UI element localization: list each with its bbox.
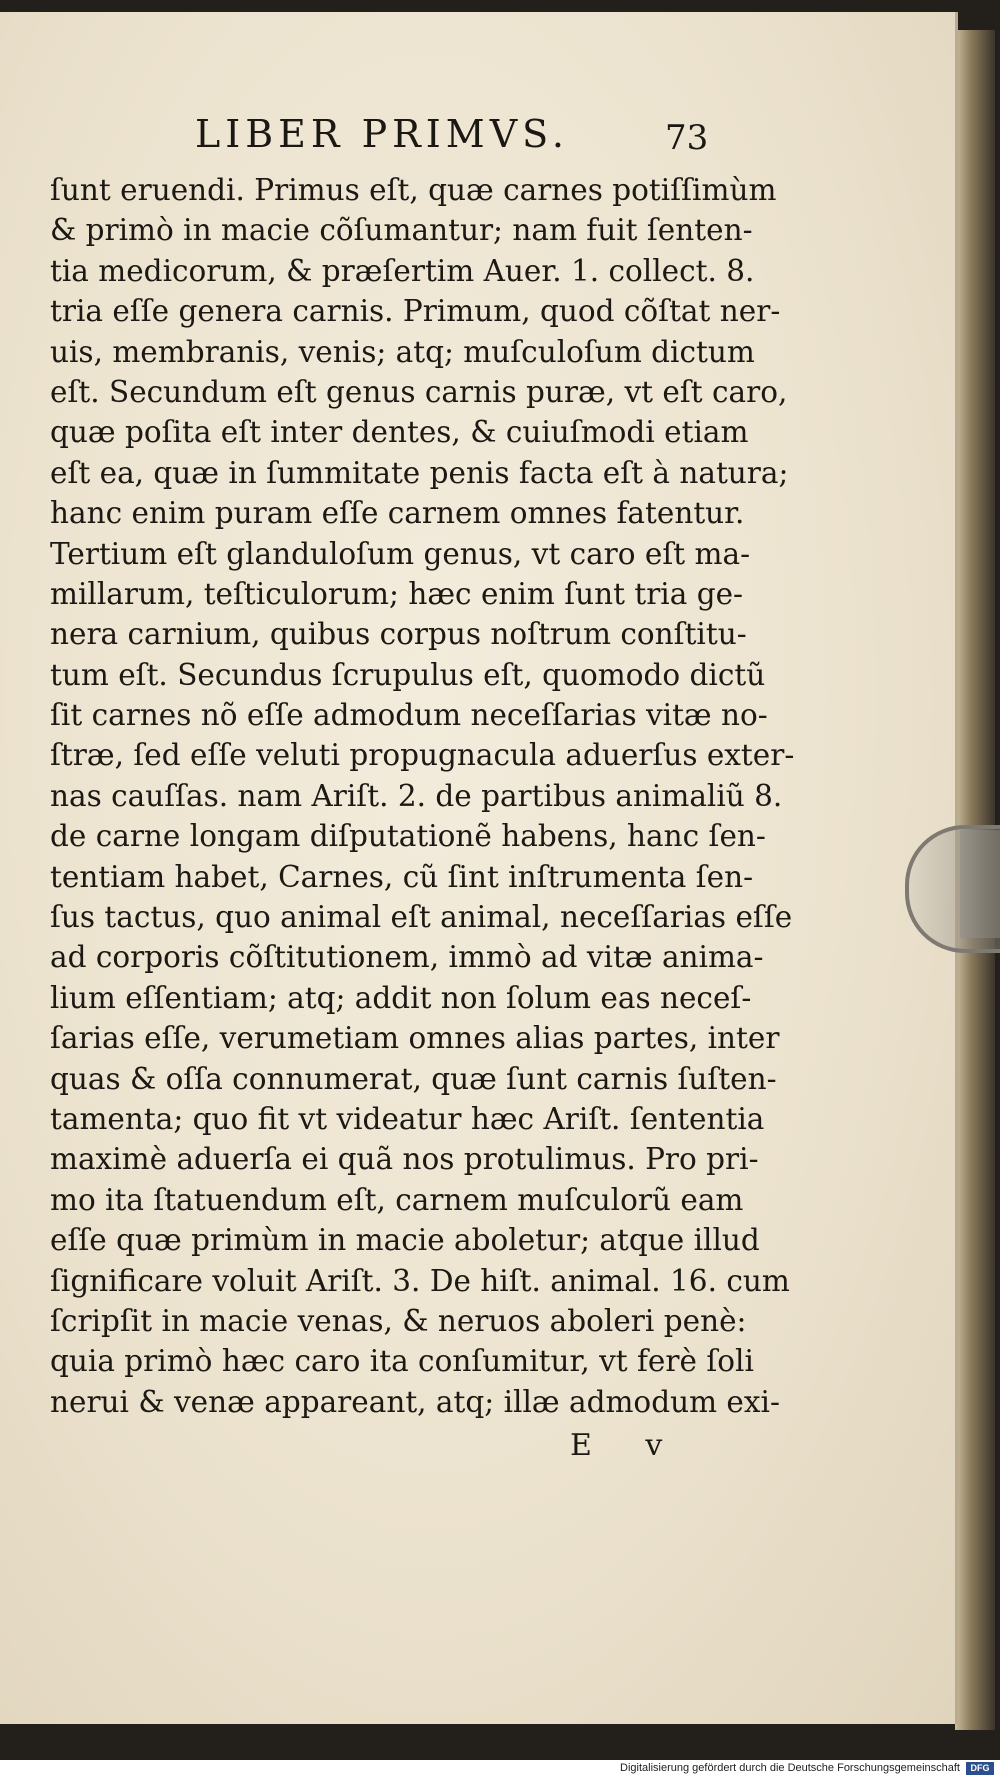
funding-credit: Digitalisierung gefördert durch die Deutsche Forschungsgemeinschaft [620, 1762, 960, 1774]
text-line: tentiam habet, Carnes, cũ ſint inſtrumenta ſen- [50, 859, 754, 894]
text-line: eſt. Secundum eſt genus carnis puræ, vt eſt caro, [50, 374, 788, 409]
text-line: tum eſt. Secundus ſcrupulus eſt, quomodo dictũ [50, 657, 766, 692]
text-line: tia medicorum, & præſertim Auer. 1. collect. 8. [50, 253, 755, 288]
text-line: maximè aduerſa ei quã nos protulimus. Pro pri- [50, 1142, 759, 1177]
text-line: ſcripſit in macie venas, & neruos aboleri penè: [50, 1303, 747, 1338]
text-line: de carne longam diſputationẽ habens, hanc ſen- [50, 819, 766, 854]
text-line: millarum, teſticulorum; hæc enim ſunt tria ge- [50, 576, 744, 611]
text-line: ſarias eſſe, verumetiam omnes alias partes, inter [50, 1021, 780, 1056]
text-line: nerui & venæ appareant, atq; illæ admodum exi- [50, 1384, 780, 1419]
text-line: mo ita ſtatuendum eſt, carnem muſculorũ eam [50, 1182, 744, 1217]
text-line: nas cauſſas. nam Ariſt. 2. de partibus animaliũ 8. [50, 778, 783, 813]
body-text [50, 170, 795, 1422]
text-line: ſignificare voluit Ariſt. 3. De hiſt. animal. 16. cum [50, 1263, 790, 1298]
text-line: nera carnium, quibus corpus noſtrum conſtitu- [50, 617, 747, 652]
page-number: 73 [665, 118, 709, 158]
text-line: quas & oſſa connumerat, quæ ſunt carnis ſuſten- [50, 1061, 777, 1096]
text-line: lium eſſentiam; atq; addit non ſolum eas neceſ- [50, 980, 752, 1015]
text-line: eſt ea, quæ in ſummitate penis facta eſt à natura; [50, 455, 789, 490]
text-line: quæ poſita eſt inter dentes, & cuiuſmodi etiam [50, 415, 749, 450]
dfg-logo: DFG [966, 1762, 994, 1775]
text-line: uis, membranis, venis; atq; muſculoſum dictum [50, 334, 755, 369]
text-line: tria eſſe genera carnis. Primum, quod cõſtat ner- [50, 294, 781, 329]
text-line: ſunt eruendi. Primus eſt, quæ carnes potiſſimùm [50, 173, 777, 207]
text-line: Tertium eſt glanduloſum genus, vt caro eſt ma- [50, 536, 751, 571]
signature-mark: E v [570, 1428, 685, 1463]
text-line: ad corporis cõſtitutionem, immò ad vitæ anima- [50, 940, 764, 975]
text-line: ſit carnes nõ eſſe admodum neceſſarias vitæ no- [50, 698, 768, 733]
page-header [0, 112, 955, 162]
text-line: hanc enim puram eſſe carnem omnes fatentur. [50, 496, 745, 531]
text-line: & primò in macie cõſumantur; nam fuit ſenten- [50, 213, 753, 248]
text-line: tamenta; quo fit vt videatur hæc Ariſt. ſententia [50, 1101, 765, 1136]
text-line: ſus tactus, quo animal eſt animal, neceſſarias eſſe [50, 900, 793, 935]
text-line: quia primò hæc caro ita conſumitur, vt ferè ſoli [50, 1344, 754, 1379]
text-line: ſtræ, ſed eſſe veluti propugnacula aduerſus exter- [50, 738, 795, 773]
text-line: eſſe quæ primùm in macie aboletur; atque illud [50, 1223, 760, 1258]
running-title: LIBER PRIMVS. [195, 112, 569, 156]
